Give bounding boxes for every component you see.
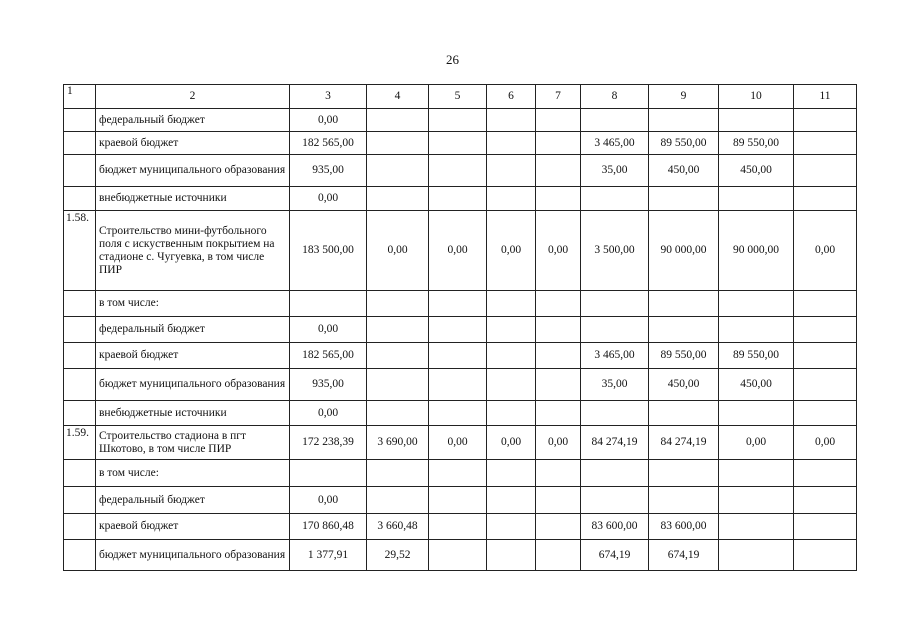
value-cell [536, 155, 581, 187]
row-index-cell [64, 487, 96, 514]
column-header: 5 [429, 85, 487, 109]
value-cell [367, 401, 429, 426]
column-header: 2 [96, 85, 290, 109]
value-cell [367, 109, 429, 132]
row-index-cell [64, 401, 96, 426]
column-header: 9 [649, 85, 719, 109]
value-cell [487, 291, 536, 317]
column-header: 7 [536, 85, 581, 109]
table-row [64, 109, 857, 132]
value-cell: 0,00 [367, 211, 429, 291]
value-cell [429, 317, 487, 343]
table-row [64, 426, 857, 460]
row-name-cell: бюджет муниципального образования [96, 369, 290, 401]
value-cell: 0,00 [290, 401, 367, 426]
value-cell [487, 317, 536, 343]
table-row [64, 211, 857, 291]
value-cell [794, 155, 857, 187]
value-cell [649, 487, 719, 514]
value-cell [581, 109, 649, 132]
value-cell [487, 401, 536, 426]
value-cell [536, 187, 581, 211]
value-cell: 450,00 [649, 155, 719, 187]
value-cell [429, 291, 487, 317]
table-row [64, 514, 857, 540]
value-cell: 29,52 [367, 540, 429, 571]
value-cell [367, 460, 429, 487]
value-cell [649, 187, 719, 211]
table-row [64, 291, 857, 317]
row-index-cell [64, 132, 96, 155]
row-name-cell: бюджет муниципального образования [96, 155, 290, 187]
value-cell [794, 514, 857, 540]
row-index-cell [64, 155, 96, 187]
row-name-cell: краевой бюджет [96, 343, 290, 369]
value-cell [794, 291, 857, 317]
value-cell [487, 187, 536, 211]
row-name-cell: краевой бюджет [96, 514, 290, 540]
value-cell: 90 000,00 [719, 211, 794, 291]
row-name-cell: федеральный бюджет [96, 487, 290, 514]
value-cell [429, 343, 487, 369]
value-cell [536, 291, 581, 317]
value-cell [794, 401, 857, 426]
row-name-cell: федеральный бюджет [96, 317, 290, 343]
row-index-cell [64, 343, 96, 369]
table-row [64, 487, 857, 514]
value-cell: 674,19 [649, 540, 719, 571]
row-index-cell [64, 514, 96, 540]
value-cell [794, 109, 857, 132]
column-header: 8 [581, 85, 649, 109]
value-cell: 172 238,39 [290, 426, 367, 460]
row-name-cell: федеральный бюджет [96, 109, 290, 132]
column-header: 6 [487, 85, 536, 109]
value-cell [429, 460, 487, 487]
value-cell [536, 132, 581, 155]
value-cell: 0,00 [719, 426, 794, 460]
value-cell: 0,00 [536, 426, 581, 460]
value-cell [536, 460, 581, 487]
value-cell [649, 291, 719, 317]
value-cell [719, 291, 794, 317]
value-cell: 0,00 [290, 487, 367, 514]
value-cell [487, 487, 536, 514]
value-cell [649, 109, 719, 132]
value-cell: 3 500,00 [581, 211, 649, 291]
header-row [64, 85, 857, 109]
value-cell [429, 187, 487, 211]
value-cell: 0,00 [536, 211, 581, 291]
value-cell: 3 660,48 [367, 514, 429, 540]
value-cell [649, 460, 719, 487]
value-cell: 1 377,91 [290, 540, 367, 571]
row-name-cell: внебюджетные источники [96, 401, 290, 426]
value-cell: 450,00 [719, 369, 794, 401]
table-row [64, 155, 857, 187]
value-cell [794, 369, 857, 401]
value-cell: 3 690,00 [367, 426, 429, 460]
value-cell [487, 132, 536, 155]
table-row [64, 317, 857, 343]
table-row [64, 460, 857, 487]
value-cell [794, 460, 857, 487]
value-cell [367, 132, 429, 155]
value-cell [290, 291, 367, 317]
column-header: 10 [719, 85, 794, 109]
value-cell: 0,00 [429, 426, 487, 460]
value-cell [581, 317, 649, 343]
value-cell: 89 550,00 [649, 343, 719, 369]
table-row [64, 401, 857, 426]
row-name-cell: в том числе: [96, 460, 290, 487]
value-cell [536, 514, 581, 540]
value-cell [719, 487, 794, 514]
value-cell [794, 540, 857, 571]
page-number: 26 [446, 52, 459, 67]
value-cell [581, 460, 649, 487]
row-index-cell [64, 291, 96, 317]
value-cell [429, 155, 487, 187]
value-cell [794, 487, 857, 514]
value-cell: 84 274,19 [581, 426, 649, 460]
value-cell: 0,00 [290, 317, 367, 343]
row-index-cell: 1.59. [64, 426, 96, 460]
value-cell [581, 401, 649, 426]
table-body [64, 109, 857, 571]
value-cell [794, 343, 857, 369]
row-name-cell: бюджет муниципального образования [96, 540, 290, 571]
value-cell [487, 343, 536, 369]
value-cell [367, 317, 429, 343]
column-header: 4 [367, 85, 429, 109]
value-cell [719, 514, 794, 540]
value-cell: 935,00 [290, 155, 367, 187]
value-cell: 0,00 [487, 211, 536, 291]
value-cell: 35,00 [581, 155, 649, 187]
value-cell [487, 369, 536, 401]
value-cell [649, 401, 719, 426]
value-cell [487, 540, 536, 571]
value-cell [794, 317, 857, 343]
budget-table [63, 84, 857, 571]
value-cell: 182 565,00 [290, 343, 367, 369]
value-cell [487, 155, 536, 187]
value-cell [367, 291, 429, 317]
row-name-cell: в том числе: [96, 291, 290, 317]
column-header: 11 [794, 85, 857, 109]
row-name-cell: Строительство мини-футбольного поля с искуственным покрытием на стадионе с. Чугуевка, в том числе ПИР [96, 211, 290, 291]
value-cell [536, 487, 581, 514]
value-cell [719, 317, 794, 343]
value-cell: 84 274,19 [649, 426, 719, 460]
row-index-cell [64, 109, 96, 132]
value-cell: 90 000,00 [649, 211, 719, 291]
value-cell [429, 369, 487, 401]
value-cell: 83 600,00 [581, 514, 649, 540]
value-cell [536, 343, 581, 369]
value-cell [367, 343, 429, 369]
value-cell [649, 317, 719, 343]
value-cell [367, 187, 429, 211]
row-index-cell [64, 187, 96, 211]
value-cell [719, 187, 794, 211]
value-cell [367, 369, 429, 401]
table-header [64, 85, 857, 109]
value-cell: 0,00 [487, 426, 536, 460]
value-cell [719, 540, 794, 571]
value-cell: 83 600,00 [649, 514, 719, 540]
value-cell [429, 514, 487, 540]
row-index-cell [64, 317, 96, 343]
value-cell: 89 550,00 [649, 132, 719, 155]
value-cell: 3 465,00 [581, 343, 649, 369]
value-cell: 450,00 [649, 369, 719, 401]
table-row [64, 540, 857, 571]
value-cell [536, 540, 581, 571]
value-cell [367, 487, 429, 514]
value-cell [536, 317, 581, 343]
value-cell: 0,00 [429, 211, 487, 291]
value-cell: 3 465,00 [581, 132, 649, 155]
table-row [64, 343, 857, 369]
value-cell: 170 860,48 [290, 514, 367, 540]
value-cell: 450,00 [719, 155, 794, 187]
value-cell: 0,00 [290, 187, 367, 211]
value-cell [487, 460, 536, 487]
value-cell [536, 401, 581, 426]
value-cell: 674,19 [581, 540, 649, 571]
table-row [64, 187, 857, 211]
value-cell: 89 550,00 [719, 343, 794, 369]
value-cell [367, 155, 429, 187]
row-index-cell [64, 540, 96, 571]
column-header: 1 [64, 85, 96, 109]
value-cell: 0,00 [290, 109, 367, 132]
value-cell: 935,00 [290, 369, 367, 401]
value-cell: 35,00 [581, 369, 649, 401]
value-cell: 89 550,00 [719, 132, 794, 155]
value-cell [719, 401, 794, 426]
table-row [64, 132, 857, 155]
row-name-cell: Строительство стадиона в пгт Шкотово, в том числе ПИР [96, 426, 290, 460]
value-cell [429, 401, 487, 426]
value-cell [536, 369, 581, 401]
row-index-cell: 1.58. [64, 211, 96, 291]
value-cell [429, 540, 487, 571]
value-cell [581, 487, 649, 514]
value-cell: 0,00 [794, 211, 857, 291]
value-cell [719, 109, 794, 132]
value-cell [581, 187, 649, 211]
column-header: 3 [290, 85, 367, 109]
row-index-cell [64, 369, 96, 401]
value-cell [429, 487, 487, 514]
value-cell [290, 460, 367, 487]
value-cell [719, 460, 794, 487]
value-cell: 182 565,00 [290, 132, 367, 155]
value-cell [487, 109, 536, 132]
value-cell: 0,00 [794, 426, 857, 460]
table-row [64, 369, 857, 401]
value-cell [581, 291, 649, 317]
value-cell [794, 187, 857, 211]
value-cell [794, 132, 857, 155]
value-cell [429, 132, 487, 155]
value-cell [429, 109, 487, 132]
row-index-cell [64, 460, 96, 487]
row-name-cell: внебюджетные источники [96, 187, 290, 211]
row-name-cell: краевой бюджет [96, 132, 290, 155]
value-cell [487, 514, 536, 540]
value-cell [536, 109, 581, 132]
value-cell: 183 500,00 [290, 211, 367, 291]
